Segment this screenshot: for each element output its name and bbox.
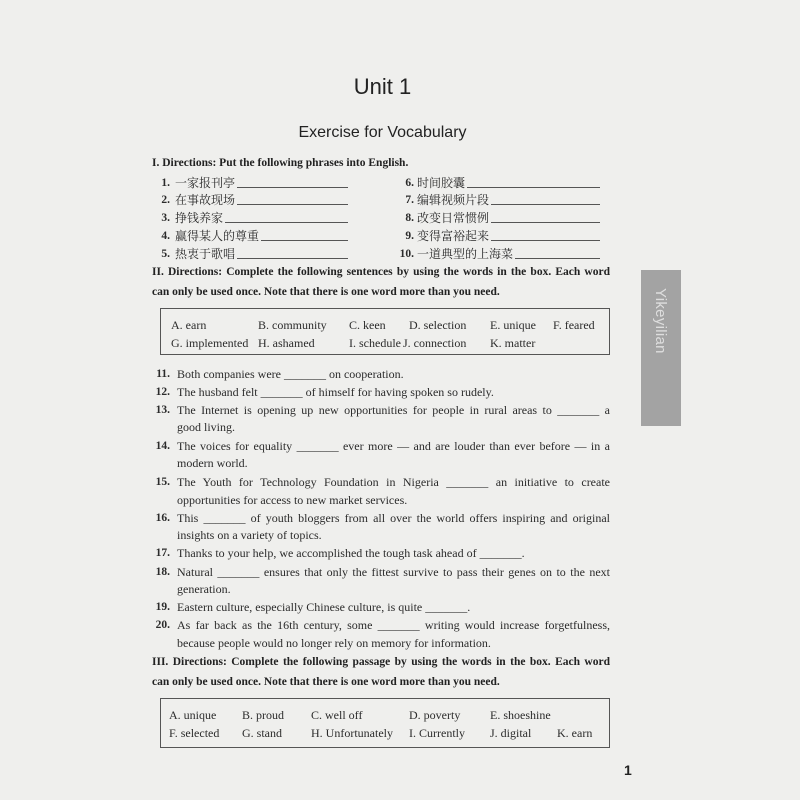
sentence-line: because people would no longer rely on memory for information. bbox=[177, 636, 491, 650]
word-option: I. Currently bbox=[409, 726, 465, 740]
word-option: I. schedule bbox=[349, 336, 401, 350]
section-3-heading-line-2: can only be used once. Note that there is one word more than you need. bbox=[152, 676, 500, 688]
sentence-line: good living. bbox=[177, 420, 236, 434]
section-3-word-box bbox=[160, 698, 610, 748]
phrase-text: 热衷于歌唱 bbox=[175, 247, 236, 261]
phrase-item bbox=[397, 227, 600, 245]
word-option: F. feared bbox=[553, 318, 595, 332]
sentence-number: 17. bbox=[155, 547, 170, 559]
phrase-text: 挣钱养家 bbox=[175, 211, 224, 225]
phrase-number: 1. bbox=[161, 177, 170, 189]
sentence-line: The voices for equality _______ ever more — and are louder than ever before — in a bbox=[177, 439, 610, 453]
phrase-item bbox=[397, 191, 600, 209]
section-3-heading-line-1: III. Directions: Complete the following passage by using the words in the box. Each word bbox=[152, 656, 610, 668]
answer-blank-line bbox=[515, 245, 600, 259]
sentence-number: 19. bbox=[155, 601, 170, 613]
word-option: H. Unfortunately bbox=[311, 726, 393, 740]
word-option: C. well off bbox=[311, 708, 363, 722]
phrase-number: 9. bbox=[405, 230, 414, 242]
sentence-line: The husband felt _______ of himself for having spoken so rudely. bbox=[177, 385, 494, 399]
word-option: K. earn bbox=[557, 726, 593, 740]
sentence-line: This _______ of youth bloggers from all over the world offers inspiring and original bbox=[177, 511, 610, 525]
word-option: D. selection bbox=[409, 318, 467, 332]
phrase-number: 3. bbox=[161, 212, 170, 224]
phrase-number: 5. bbox=[161, 248, 170, 260]
word-option: K. matter bbox=[490, 336, 536, 350]
phrase-item bbox=[397, 174, 600, 192]
phrase-text: 赢得某人的尊重 bbox=[175, 229, 260, 243]
phrase-number: 6. bbox=[405, 177, 414, 189]
phrase-text: 改变日常惯例 bbox=[417, 211, 490, 225]
word-option: B. community bbox=[258, 318, 327, 332]
sentence-number: 18. bbox=[155, 566, 170, 578]
sentence-line: generation. bbox=[177, 582, 231, 596]
sentence-line: As far back as the 16th century, some _______ writing would increase forgetfulness, bbox=[177, 618, 610, 632]
word-option: D. poverty bbox=[409, 708, 461, 722]
answer-blank-line bbox=[467, 174, 600, 188]
sentence-line: Thanks to your help, we accomplished the tough task ahead of _______. bbox=[177, 546, 525, 560]
sentence-line: insights on a variety of topics. bbox=[177, 528, 322, 542]
phrase-text: 一道典型的上海菜 bbox=[417, 247, 514, 261]
section-2-word-box bbox=[160, 308, 610, 355]
phrase-number: 4. bbox=[161, 230, 170, 242]
phrase-text: 编辑视频片段 bbox=[417, 193, 490, 207]
answer-blank-line bbox=[225, 209, 348, 223]
sentence-line: The Internet is opening up new opportunities for people in rural areas to _______ a bbox=[177, 403, 610, 417]
unit-title: Unit 1 bbox=[353, 74, 412, 99]
phrase-number: 7. bbox=[405, 194, 414, 206]
phrase-item bbox=[157, 245, 348, 263]
answer-blank-line bbox=[261, 227, 348, 241]
sentence-number: 20. bbox=[155, 619, 170, 631]
phrase-item bbox=[397, 245, 600, 263]
phrase-item bbox=[157, 191, 348, 209]
answer-blank-line bbox=[237, 174, 348, 188]
word-option: A. earn bbox=[171, 318, 207, 332]
word-option: F. selected bbox=[169, 726, 220, 740]
answer-blank-line bbox=[491, 209, 600, 223]
phrase-item bbox=[397, 209, 600, 227]
word-option: E. shoeshine bbox=[490, 708, 551, 722]
phrase-text: 时间胶囊 bbox=[417, 176, 466, 190]
sentence-line: Eastern culture, especially Chinese culture, is quite _______. bbox=[177, 600, 471, 614]
word-option: A. unique bbox=[169, 708, 217, 722]
phrase-item bbox=[157, 227, 348, 245]
side-tab-label: Yikeyilian bbox=[652, 288, 669, 354]
word-option: G. stand bbox=[242, 726, 282, 740]
answer-blank-line bbox=[491, 227, 600, 241]
phrase-text: 变得富裕起来 bbox=[417, 229, 490, 243]
section-2-heading-line-2: can only be used once. Note that there is one word more than you need. bbox=[152, 286, 500, 298]
sentence-line: Natural _______ ensures that only the fittest survive to pass their genes on to the next bbox=[177, 565, 610, 579]
word-option: C. keen bbox=[349, 318, 386, 332]
side-thumb-tab bbox=[641, 270, 681, 426]
phrase-text: 一家报刊亭 bbox=[175, 176, 236, 190]
sentence-number: 12. bbox=[155, 386, 170, 398]
sentence-line: Both companies were _______ on cooperation. bbox=[177, 367, 404, 381]
sentence-number: 14. bbox=[155, 440, 170, 452]
word-option: B. proud bbox=[242, 708, 284, 722]
sentence-number: 11. bbox=[156, 368, 170, 380]
word-option: J. digital bbox=[490, 726, 532, 740]
section-1-heading: I. Directions: Put the following phrases into English. bbox=[152, 157, 409, 169]
word-option: E. unique bbox=[490, 318, 536, 332]
exercise-title: Exercise for Vocabulary bbox=[298, 124, 467, 141]
word-option: G. implemented bbox=[171, 336, 249, 350]
word-option: H. ashamed bbox=[258, 336, 315, 350]
answer-blank-line bbox=[237, 191, 348, 205]
sentence-number: 13. bbox=[155, 404, 170, 416]
phrase-text: 在事故现场 bbox=[175, 193, 236, 207]
answer-blank-line bbox=[237, 245, 348, 259]
answer-blank-line bbox=[491, 191, 600, 205]
phrase-item bbox=[157, 209, 348, 227]
phrase-number: 2. bbox=[161, 194, 170, 206]
sentence-number: 16. bbox=[155, 512, 170, 524]
section-2-heading-line-1: II. Directions: Complete the following sentences by using the words in the box. Each word bbox=[152, 266, 610, 278]
sentence-line: The Youth for Technology Foundation in Nigeria _______ an initiative to create bbox=[177, 475, 610, 489]
sentence-line: modern world. bbox=[177, 456, 248, 470]
sentence-line: opportunities for access to new market services. bbox=[177, 493, 408, 507]
word-option: J. connection bbox=[403, 336, 467, 350]
page-number: 1 bbox=[624, 762, 632, 778]
phrase-item bbox=[157, 174, 348, 192]
phrase-number: 8. bbox=[405, 212, 414, 224]
phrase-number: 10. bbox=[399, 248, 414, 260]
sentence-number: 15. bbox=[155, 476, 170, 488]
